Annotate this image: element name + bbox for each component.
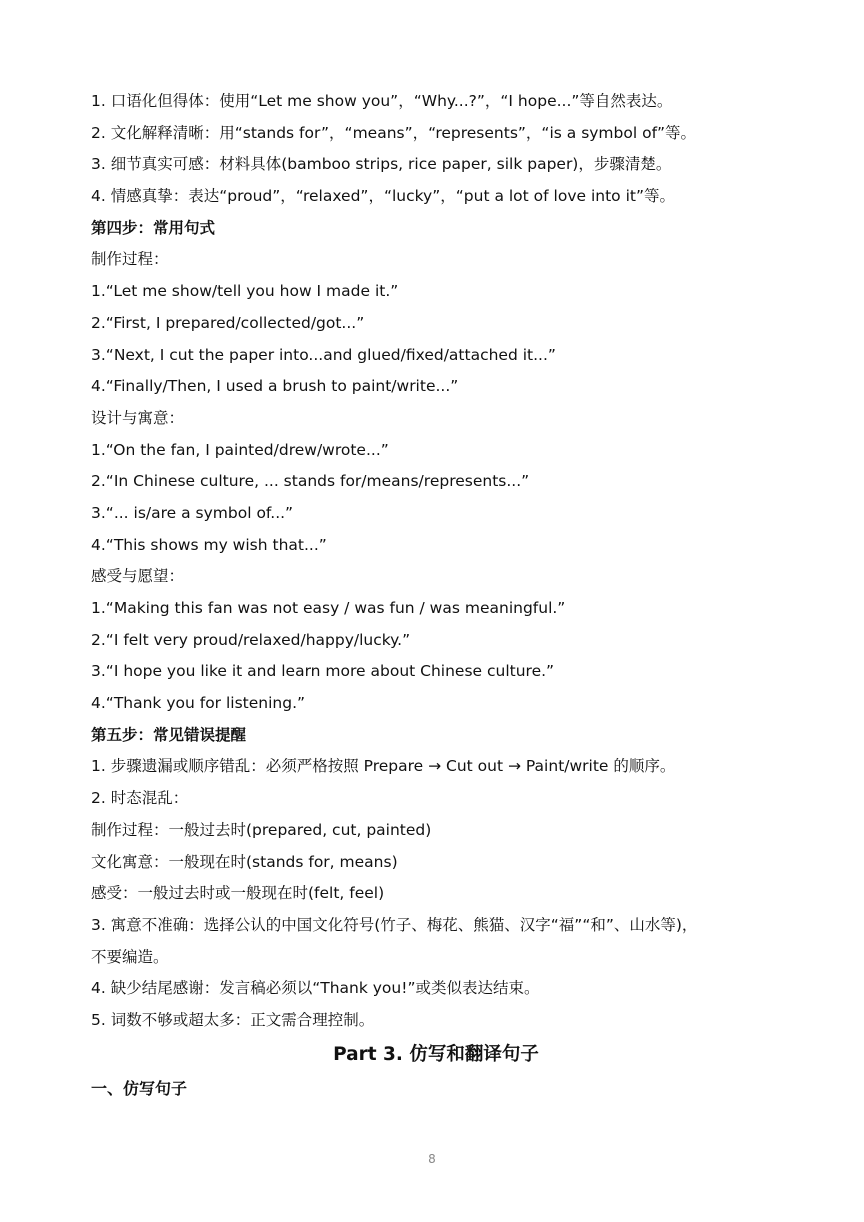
pattern-making-2: 2.“First, I prepared/collected/got...” (91, 313, 365, 332)
error-word-count: 5. 词数不够或超太多：正文需合理控制。 (91, 1010, 375, 1029)
pattern-feeling-1: 1.“Making this fan was not easy / was fun / was meaningful.” (91, 599, 566, 617)
subheading-design-meaning: 设计与寓意： (91, 408, 185, 427)
tense-making-process: 制作过程：一般过去时(prepared, cut, painted) (91, 820, 432, 839)
error-missing-thanks: 4. 缺少结尾感谢：发言稿必须以“Thank you!”或类似表达结束。 (91, 979, 540, 998)
page-number: 8 (428, 1152, 436, 1166)
pattern-making-3: 3.“Next, I cut the paper into...and glued/fixed/attached it...” (91, 345, 556, 364)
pattern-feeling-3: 3.“I hope you like it and learn more about Chinese culture.” (91, 662, 555, 681)
error-step-order: 1. 步骤遗漏或顺序错乱：必须严格按照 Prepare → Cut out → Paint/write 的顺序。 (91, 757, 676, 776)
document-body (91, 86, 781, 1106)
error-meaning-inaccurate: 3. 寓意不准确：选择公认的中国文化符号(竹子、梅花、熊猫、汉字“福”“和”、山水等)， (91, 915, 698, 934)
step-four-heading: 第四步：常用句式 (91, 218, 216, 237)
tip-emotion: 4. 情感真挚：表达“proud”，“relaxed”，“lucky”，“put a lot of love into it”等。 (91, 187, 675, 206)
pattern-feeling-4: 4.“Thank you for listening.” (91, 694, 306, 713)
pattern-design-2: 2.“In Chinese culture, ... stands for/means/represents...” (91, 472, 530, 491)
part-title: Part 3. 仿写和翻译句子 (333, 1043, 539, 1065)
pattern-making-1: 1.“Let me show/tell you how I made it.” (91, 282, 399, 301)
pattern-making-4: 4.“Finally/Then, I used a brush to paint/write...” (91, 377, 459, 396)
step-five-heading: 第五步：常见错误提醒 (91, 725, 247, 744)
pattern-design-1: 1.“On the fan, I painted/drew/wrote...” (91, 440, 389, 459)
tip-colloquial: 1. 口语化但得体：使用“Let me show you”，“Why...?”，“I hope...”等自然表达。 (91, 92, 673, 110)
subheading-making-process: 制作过程： (91, 250, 169, 269)
tip-culture-explanation: 2. 文化解释清晰：用“stands for”，“means”，“represents”，“is a symbol of”等。 (91, 123, 697, 142)
error-meaning-inaccurate-cont: 不要编造。 (91, 947, 169, 966)
subheading-feelings-wishes: 感受与愿望： (91, 567, 185, 586)
pattern-design-3: 3.“... is/are a symbol of...” (91, 503, 294, 522)
pattern-design-4: 4.“This shows my wish that...” (91, 535, 327, 554)
section-heading: 一、仿写句子 (91, 1078, 188, 1098)
tense-cultural-meaning: 文化寓意：一般现在时(stands for, means) (91, 852, 398, 871)
error-tense: 2. 时态混乱： (91, 789, 189, 808)
pattern-feeling-2: 2.“I felt very proud/relaxed/happy/lucky.” (91, 630, 411, 649)
tense-feelings: 感受：一般过去时或一般现在时(felt, feel) (91, 884, 385, 903)
tip-details: 3. 细节真实可感：材料具体(bamboo strips, rice paper, silk paper)，步骤清楚。 (91, 155, 672, 174)
